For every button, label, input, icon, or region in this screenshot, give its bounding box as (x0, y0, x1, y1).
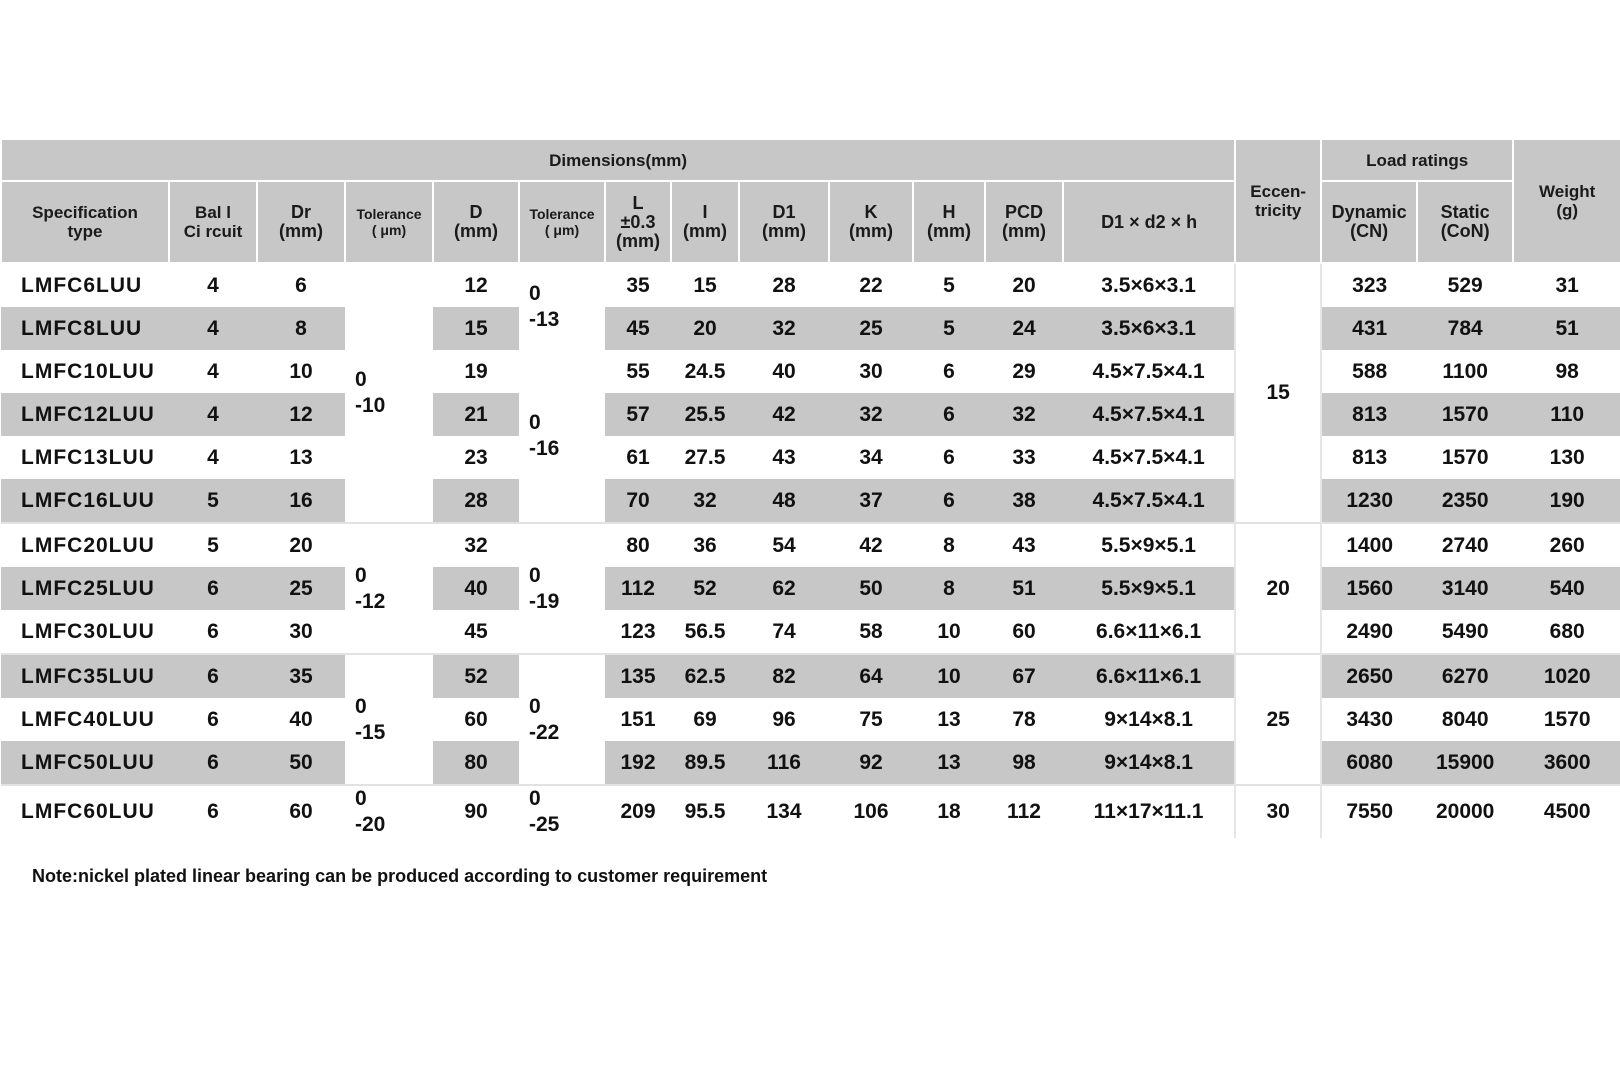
tolerance-d-cell (519, 350, 605, 523)
static-load-cell: 8040 (1417, 698, 1513, 741)
pcd-cell: 98 (985, 741, 1063, 785)
ball-circuit-cell: 6 (169, 610, 257, 654)
static-load-cell: 2740 (1417, 523, 1513, 567)
dynamic-load-cell: 2650 (1321, 654, 1417, 698)
dr-cell: 10 (257, 350, 345, 393)
i-cell: 20 (671, 307, 739, 350)
k-cell: 92 (829, 741, 913, 785)
tolerance-d-cell (519, 523, 605, 654)
model-cell: LMFC8LUU (1, 307, 169, 350)
weight-cell: 1570 (1513, 698, 1620, 741)
l-cell: 35 (605, 263, 671, 307)
k-cell: 37 (829, 479, 913, 523)
pcd-cell: 32 (985, 393, 1063, 436)
d1d2h-cell: 5.5×9×5.1 (1063, 523, 1235, 567)
tolerance-dr-cell-upper: 0 (355, 368, 367, 391)
d-cell: 90 (433, 785, 519, 838)
l-cell: 151 (605, 698, 671, 741)
h-cell: 6 (913, 436, 985, 479)
tolerance-dr-cell-upper: 0 (355, 694, 367, 718)
l-cell: 192 (605, 741, 671, 785)
h-header: H (mm) (913, 181, 985, 263)
dr-header: Dr (mm) (257, 181, 345, 263)
pcd-cell: 33 (985, 436, 1063, 479)
spec-type-header: Specification type (1, 181, 169, 263)
k-cell: 64 (829, 654, 913, 698)
tolerance-dr-cell-upper: 0 (355, 563, 367, 587)
dr-cell: 13 (257, 436, 345, 479)
static-load-cell: 5490 (1417, 610, 1513, 654)
d1-cell: 62 (739, 567, 829, 610)
i-cell: 27.5 (671, 436, 739, 479)
k-cell: 106 (829, 785, 913, 838)
i-cell: 62.5 (671, 654, 739, 698)
tolerance-d-cell-upper: 0 (529, 563, 541, 587)
pcd-cell: 112 (985, 785, 1063, 838)
eccentricity-cell: 20 (1235, 523, 1321, 654)
model-cell: LMFC16LUU (1, 479, 169, 523)
tolerance-dr-cell-lower: -15 (355, 720, 386, 744)
dynamic-load-cell: 3430 (1321, 698, 1417, 741)
dr-cell: 12 (257, 393, 345, 436)
h-cell: 6 (913, 393, 985, 436)
i-cell: 24.5 (671, 350, 739, 393)
l-cell: 112 (605, 567, 671, 610)
tolerance-d-cell-upper: 0 (529, 787, 541, 810)
dynamic-load-cell: 813 (1321, 393, 1417, 436)
weight-cell: 130 (1513, 436, 1620, 479)
d-cell: 12 (433, 263, 519, 307)
tolerance-d-cell-upper: 0 (529, 411, 541, 434)
l-cell: 45 (605, 307, 671, 350)
l-cell: 61 (605, 436, 671, 479)
pcd-cell: 38 (985, 479, 1063, 523)
i-cell: 89.5 (671, 741, 739, 785)
eccentricity-cell: 30 (1235, 785, 1321, 838)
d1d2h-cell: 9×14×8.1 (1063, 698, 1235, 741)
static-load-cell: 6270 (1417, 654, 1513, 698)
ball-circuit-cell: 4 (169, 393, 257, 436)
d1-cell: 82 (739, 654, 829, 698)
weight-cell: 110 (1513, 393, 1620, 436)
model-cell: LMFC40LUU (1, 698, 169, 741)
tolerance-dr-cell-upper: 0 (355, 787, 367, 810)
d-header: D (mm) (433, 181, 519, 263)
ball-circuit-cell: 6 (169, 654, 257, 698)
table-row (1, 479, 1620, 523)
k-cell: 25 (829, 307, 913, 350)
load-ratings-header: Load ratings (1321, 139, 1513, 181)
k-cell: 22 (829, 263, 913, 307)
l-cell: 57 (605, 393, 671, 436)
table-row (1, 307, 1620, 350)
pcd-cell: 78 (985, 698, 1063, 741)
dr-cell: 50 (257, 741, 345, 785)
ball-circuit-cell: 6 (169, 741, 257, 785)
weight-cell: 680 (1513, 610, 1620, 654)
tolerance-d-cell-lower: -19 (529, 589, 560, 613)
d1-cell: 134 (739, 785, 829, 838)
table-body (1, 263, 1620, 838)
tolerance-d-cell-lower: -25 (529, 813, 560, 836)
ball-circuit-cell: 6 (169, 785, 257, 838)
d1d2h-cell: 6.6×11×6.1 (1063, 654, 1235, 698)
table-row (1, 698, 1620, 741)
k-cell: 58 (829, 610, 913, 654)
d1d2h-cell: 4.5×7.5×4.1 (1063, 479, 1235, 523)
table-row (1, 263, 1620, 307)
dr-cell: 35 (257, 654, 345, 698)
l-cell: 209 (605, 785, 671, 838)
table-row (1, 393, 1620, 436)
tolerance-dr-cell (345, 785, 433, 838)
table-row (1, 654, 1620, 698)
weight-cell: 98 (1513, 350, 1620, 393)
weight-cell: 31 (1513, 263, 1620, 307)
d-cell: 32 (433, 523, 519, 567)
d1-cell: 116 (739, 741, 829, 785)
static-load-cell: 3140 (1417, 567, 1513, 610)
tolerance-dr-cell (345, 263, 433, 523)
d1d2h-cell: 3.5×6×3.1 (1063, 263, 1235, 307)
dynamic-load-cell: 588 (1321, 350, 1417, 393)
tolerance-d-header: Tolerance ( μm) (519, 181, 605, 263)
d1d2h-header: D1 × d2 × h (1063, 181, 1235, 263)
d-cell: 40 (433, 567, 519, 610)
pcd-cell: 60 (985, 610, 1063, 654)
i-cell: 69 (671, 698, 739, 741)
dr-cell: 8 (257, 307, 345, 350)
d-cell: 15 (433, 307, 519, 350)
h-cell: 18 (913, 785, 985, 838)
dynamic-load-cell: 813 (1321, 436, 1417, 479)
ball-circuit-header: Bal l Ci rcuit (169, 181, 257, 263)
dynamic-load-cell: 6080 (1321, 741, 1417, 785)
dynamic-load-cell: 1400 (1321, 523, 1417, 567)
pcd-cell: 24 (985, 307, 1063, 350)
i-cell: 32 (671, 479, 739, 523)
i-header: I (mm) (671, 181, 739, 263)
k-cell: 50 (829, 567, 913, 610)
d1-header: D1 (mm) (739, 181, 829, 263)
tolerance-d-cell-upper: 0 (529, 694, 541, 718)
tolerance-dr-cell-lower: -12 (355, 589, 386, 613)
d1d2h-cell: 4.5×7.5×4.1 (1063, 436, 1235, 479)
d1d2h-cell: 5.5×9×5.1 (1063, 567, 1235, 610)
tolerance-d-cell (519, 785, 605, 838)
k-cell: 42 (829, 523, 913, 567)
d1-cell: 40 (739, 350, 829, 393)
static-load-cell: 1570 (1417, 393, 1513, 436)
tolerance-dr-cell (345, 523, 433, 654)
d1-cell: 42 (739, 393, 829, 436)
i-cell: 36 (671, 523, 739, 567)
pcd-cell: 20 (985, 263, 1063, 307)
weight-cell: 4500 (1513, 785, 1620, 838)
model-cell: LMFC50LUU (1, 741, 169, 785)
tolerance-dr-cell-lower: -10 (355, 394, 386, 417)
pcd-cell: 51 (985, 567, 1063, 610)
dynamic-load-cell: 323 (1321, 263, 1417, 307)
dynamic-load-cell: 431 (1321, 307, 1417, 350)
ball-circuit-cell: 4 (169, 350, 257, 393)
d1d2h-cell: 11×17×11.1 (1063, 785, 1235, 838)
static-load-cell: 529 (1417, 263, 1513, 307)
ball-circuit-cell: 6 (169, 567, 257, 610)
d1d2h-cell: 6.6×11×6.1 (1063, 610, 1235, 654)
model-cell: LMFC12LUU (1, 393, 169, 436)
k-header: K (mm) (829, 181, 913, 263)
table-row (1, 350, 1620, 393)
d1d2h-cell: 4.5×7.5×4.1 (1063, 393, 1235, 436)
weight-cell: 540 (1513, 567, 1620, 610)
tolerance-dr-cell (345, 654, 433, 785)
dr-cell: 30 (257, 610, 345, 654)
l-header: L ±0.3 (mm) (605, 181, 671, 263)
d1-cell: 32 (739, 307, 829, 350)
dynamic-load-cell: 1230 (1321, 479, 1417, 523)
d-cell: 60 (433, 698, 519, 741)
i-cell: 25.5 (671, 393, 739, 436)
tolerance-dr-cell-lower: -20 (355, 813, 386, 836)
tolerance-d-cell-lower: -13 (529, 308, 560, 331)
ball-circuit-cell: 4 (169, 307, 257, 350)
table-row (1, 523, 1620, 567)
i-cell: 95.5 (671, 785, 739, 838)
static-load-cell: 784 (1417, 307, 1513, 350)
h-cell: 6 (913, 479, 985, 523)
d1d2h-cell: 4.5×7.5×4.1 (1063, 350, 1235, 393)
ball-circuit-cell: 6 (169, 698, 257, 741)
model-cell: LMFC60LUU (1, 785, 169, 838)
tolerance-d-cell (519, 263, 605, 350)
static-load-cell: 2350 (1417, 479, 1513, 523)
k-cell: 30 (829, 350, 913, 393)
weight-cell: 190 (1513, 479, 1620, 523)
d-cell: 80 (433, 741, 519, 785)
model-cell: LMFC25LUU (1, 567, 169, 610)
l-cell: 80 (605, 523, 671, 567)
table-row (1, 610, 1620, 654)
pcd-cell: 29 (985, 350, 1063, 393)
tolerance-d-cell-lower: -22 (529, 720, 560, 744)
l-cell: 55 (605, 350, 671, 393)
d-cell: 28 (433, 479, 519, 523)
h-cell: 13 (913, 741, 985, 785)
dynamic-load-cell: 1560 (1321, 567, 1417, 610)
tolerance-d-cell (519, 654, 605, 785)
h-cell: 8 (913, 567, 985, 610)
model-cell: LMFC6LUU (1, 263, 169, 307)
i-cell: 15 (671, 263, 739, 307)
d1-cell: 54 (739, 523, 829, 567)
static-load-cell: 15900 (1417, 741, 1513, 785)
model-cell: LMFC20LUU (1, 523, 169, 567)
pcd-cell: 43 (985, 523, 1063, 567)
dr-cell: 40 (257, 698, 345, 741)
d1-cell: 74 (739, 610, 829, 654)
model-cell: LMFC13LUU (1, 436, 169, 479)
d1-cell: 48 (739, 479, 829, 523)
h-cell: 13 (913, 698, 985, 741)
tolerance-dr-header: Tolerance ( μm) (345, 181, 433, 263)
eccentricity-header: Eccen- tricity (1235, 139, 1321, 263)
ball-circuit-cell: 4 (169, 263, 257, 307)
table-row (1, 436, 1620, 479)
i-cell: 52 (671, 567, 739, 610)
static-load-cell: 20000 (1417, 785, 1513, 838)
i-cell: 56.5 (671, 610, 739, 654)
l-cell: 135 (605, 654, 671, 698)
spec-table (0, 138, 1620, 838)
k-cell: 34 (829, 436, 913, 479)
h-cell: 10 (913, 610, 985, 654)
static-load-cell: 1100 (1417, 350, 1513, 393)
static-load-cell: 1570 (1417, 436, 1513, 479)
dr-cell: 25 (257, 567, 345, 610)
l-cell: 123 (605, 610, 671, 654)
h-cell: 6 (913, 350, 985, 393)
weight-cell: 260 (1513, 523, 1620, 567)
h-cell: 8 (913, 523, 985, 567)
d-cell: 23 (433, 436, 519, 479)
d1-cell: 43 (739, 436, 829, 479)
d-cell: 19 (433, 350, 519, 393)
h-cell: 10 (913, 654, 985, 698)
table-row (1, 785, 1620, 838)
pcd-header: PCD (mm) (985, 181, 1063, 263)
weight-header: Weight (g) (1513, 139, 1620, 263)
d1-cell: 28 (739, 263, 829, 307)
dr-cell: 60 (257, 785, 345, 838)
dimensions-header: Dimensions(mm) (1, 139, 1235, 181)
tolerance-d-cell-upper: 0 (529, 282, 541, 305)
weight-cell: 1020 (1513, 654, 1620, 698)
h-cell: 5 (913, 263, 985, 307)
footnote: Note:nickel plated linear bearing can be produced according to customer requirement (32, 866, 768, 886)
d-cell: 45 (433, 610, 519, 654)
pcd-cell: 67 (985, 654, 1063, 698)
l-cell: 70 (605, 479, 671, 523)
model-cell: LMFC30LUU (1, 610, 169, 654)
weight-cell: 51 (1513, 307, 1620, 350)
dr-cell: 6 (257, 263, 345, 307)
k-cell: 32 (829, 393, 913, 436)
tolerance-d-cell-lower: -16 (529, 437, 560, 460)
table-row (1, 567, 1620, 610)
ball-circuit-cell: 5 (169, 523, 257, 567)
ball-circuit-cell: 4 (169, 436, 257, 479)
d1d2h-cell: 3.5×6×3.1 (1063, 307, 1235, 350)
ball-circuit-cell: 5 (169, 479, 257, 523)
model-cell: LMFC35LUU (1, 654, 169, 698)
eccentricity-cell: 25 (1235, 654, 1321, 785)
dr-cell: 16 (257, 479, 345, 523)
d-cell: 52 (433, 654, 519, 698)
d-cell: 21 (433, 393, 519, 436)
d1-cell: 96 (739, 698, 829, 741)
d1d2h-cell: 9×14×8.1 (1063, 741, 1235, 785)
dynamic-load-cell: 7550 (1321, 785, 1417, 838)
model-cell: LMFC10LUU (1, 350, 169, 393)
table-row (1, 741, 1620, 785)
weight-cell: 3600 (1513, 741, 1620, 785)
dynamic-header: Dynamic (CN) (1321, 181, 1417, 263)
h-cell: 5 (913, 307, 985, 350)
dr-cell: 20 (257, 523, 345, 567)
static-header: Static (CoN) (1417, 181, 1513, 263)
eccentricity-cell: 15 (1235, 263, 1321, 523)
dynamic-load-cell: 2490 (1321, 610, 1417, 654)
k-cell: 75 (829, 698, 913, 741)
